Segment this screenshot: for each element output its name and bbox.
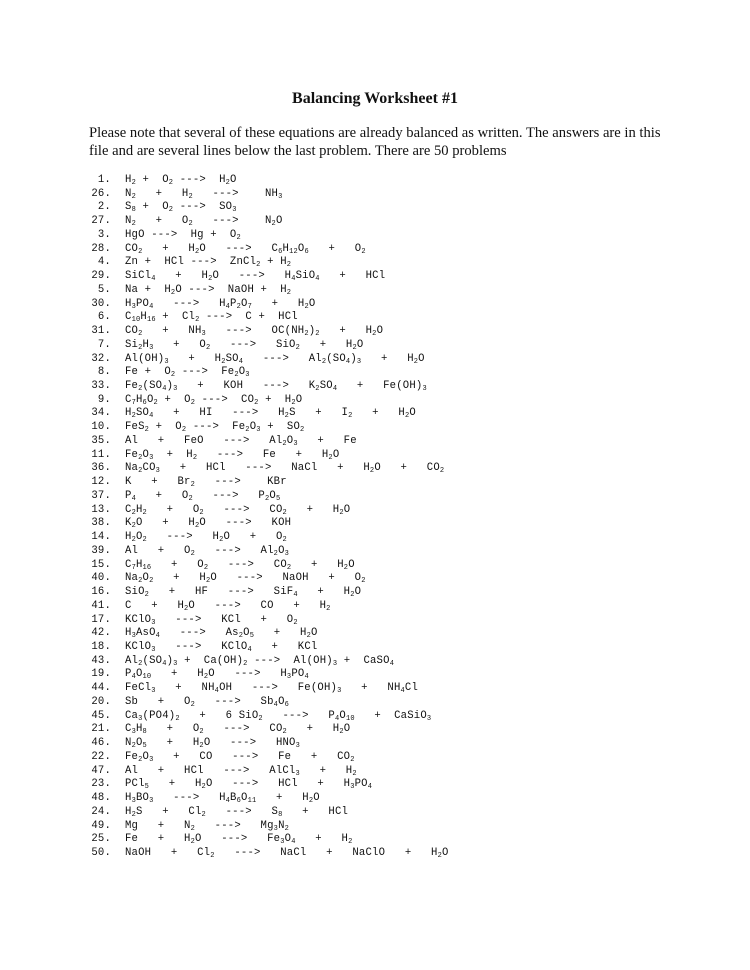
equation-row [87,201,707,215]
equation-text: $Na + H_2O$ ---> NaOH + $H_2$ [125,283,292,297]
equation-row [87,710,707,724]
equation-number: 20. [91,695,111,708]
equation-row [87,614,707,628]
equation-number: 2. [97,201,111,214]
equation-text: $C_3H_8 + O_2$ ---> $CO_2 + H_2O$ [125,723,351,737]
equation-number: 50. [91,846,111,859]
equation-text: $Na_2O_2 + H_2O$ ---> NaOH + $O_2$ [125,572,366,586]
equation-text: $H_3AsO_4$ ---> $As_2O_5 + H_2O$ [125,627,318,641]
equation-text: $Al(OH)_3 + H_2SO_4$ ---> $Al_2(SO_4)_3 + H_2O$ [125,352,425,366]
equation-row [87,600,707,614]
equation-number: 26. [91,187,111,200]
equation-row [87,353,707,367]
equation-text: $P_4O_{10} + H_2O$ ---> $H_3PO_4$ [125,668,309,682]
equation-text: $C_7H_6O_2 + O_2$ ---> $CO_2 + H_2O$ [125,393,303,407]
equation-text: $N_2O_5 + H_2O$ ---> $HNO_3$ [125,737,301,751]
equation-number: 11. [91,448,111,461]
equation-row [87,188,707,202]
equation-number: 16. [91,586,111,599]
equation-text: $C + H_2O$ ---> CO + $H_2$ [125,599,331,613]
equation-number: 40. [91,572,111,585]
equation-row [87,531,707,545]
equation-text: $C_2H_2 + O_2$ ---> $CO_2 + H_2O$ [125,503,351,517]
equation-list [87,174,707,861]
equation-number: 18. [91,640,111,653]
equation-number: 6. [97,311,111,324]
equation-number: 21. [91,723,111,736]
equation-row [87,435,707,449]
equation-number: 12. [91,476,111,489]
equation-text: $P_4 + O_2$ ---> $P_2O_5$ [125,489,281,503]
equation-text: SiCl$_4$ + $H_2O$ ---> $H_4SiO_4$ + HCl [125,270,386,284]
equation-text: $Mg + N_2$ ---> $Mg_3N_2$ [125,819,290,833]
equation-text: $CO_2 + NH_3$ ---> $OC(NH_2)_2 + H_2O$ [125,325,384,339]
equation-number: 9. [97,393,111,406]
equation-number: 1. [97,174,111,186]
equation-text: $FeS_2 + O_2$ ---> $Fe_2O_3 + SO_2$ [125,421,305,435]
equation-text: $Al_2(SO_4)_3 + Ca(OH)_2$ ---> $Al(OH)_3$ + CaSO$_4$ [125,654,395,668]
equation-row [87,325,707,339]
equation-text: $Fe_2O_3 + H_2$ ---> $Fe + H_2O$ [125,448,340,462]
equation-number: 30. [91,297,111,310]
equation-row [87,476,707,490]
equation-number: 42. [91,627,111,640]
equation-number: 14. [91,531,111,544]
equation-number: 17. [91,613,111,626]
equation-text: $H_2SO_4$ + HI ---> $H_2S + I_2 + H_2O$ [125,407,416,421]
equation-text: FeCl$_3$ + $NH_4OH$ ---> $Fe(OH)_3 + NH_4Cl$ [125,682,419,696]
equation-number: 15. [91,558,111,571]
equation-text: $H_2O_2$ ---> $H_2O + O_2$ [125,531,287,545]
equation-row [87,298,707,312]
equation-text: $K + Br_2$ ---> KBr [125,476,287,490]
equation-row [87,490,707,504]
equation-number: 19. [91,668,111,681]
equation-text: $N_2 + O_2$ ---> $N_2O$ [125,215,283,229]
equation-row [87,366,707,380]
equation-text: $H_2 + O_2$ ---> $H_2O$ [125,174,237,187]
equation-row [87,655,707,669]
equation-text: $Al + O_2$ ---> $Al_2O_3$ [125,544,290,558]
equation-number: 32. [91,352,111,365]
equation-row [87,696,707,710]
equation-text: NaOH + $Cl_2$ ---> NaCl + NaClO + $H_2O$ [125,846,449,860]
equation-row [87,820,707,834]
equation-number: 44. [91,682,111,695]
equation-text: $Na_2CO_3$ + HCl ---> NaCl + $H_2O + CO_2$ [125,462,445,476]
equation-row [87,256,707,270]
intro-paragraph: Please note that several of these equations are already balanced as written. The answers are in this file and are several lines below the last problem. There are 50 problems [89,125,661,159]
equation-row [87,806,707,820]
equation-row [87,765,707,779]
equation-row [87,421,707,435]
equation-number: 31. [91,325,111,338]
equation-number: 27. [91,215,111,228]
equation-row [87,311,707,325]
equation-row [87,668,707,682]
equation-number: 47. [91,764,111,777]
equation-row [87,174,707,188]
equation-row [87,723,707,737]
equation-row [87,586,707,600]
equation-row [87,559,707,573]
equation-row [87,792,707,806]
equation-text: $Fe_2O_3$ + CO ---> $Fe + CO_2$ [125,750,355,764]
equation-number: 46. [91,737,111,750]
equation-text: Al + HCl ---> AlCl$_3$ + $H_2$ [125,764,357,778]
equation-number: 36. [91,462,111,475]
equation-number: 29. [91,270,111,283]
equation-number: 5. [97,283,111,296]
equation-row [87,847,707,861]
equation-number: 4. [97,256,111,269]
equation-number: 34. [91,407,111,420]
equation-row [87,270,707,284]
equation-row [87,572,707,586]
equation-row [87,641,707,655]
equation-text: $Si_2H_3 + O_2$ ---> $SiO_2 + H_2O$ [125,338,364,352]
equation-row [87,778,707,792]
equation-number: 24. [91,805,111,818]
equation-text: $Fe + O_2$ ---> $Fe_2O_3$ [125,366,250,380]
equation-number: 8. [97,366,111,379]
equation-number: 22. [91,750,111,763]
equation-row [87,545,707,559]
equation-number: 3. [97,228,111,241]
equation-number: 23. [91,778,111,791]
equation-row [87,627,707,641]
equation-number: 38. [91,517,111,530]
equation-row [87,407,707,421]
equation-row [87,517,707,531]
equation-row [87,380,707,394]
equation-text: $PCl_5 + H_2O$ ---> HCl + $H_3PO_4$ [125,778,373,792]
equation-text: $S_8 + O_2$ ---> $SO_3$ [125,201,237,215]
equation-row [87,394,707,408]
equation-text: $C_{10}H_{16} + Cl_2$ ---> C + HCl [125,311,298,325]
equation-number: 7. [97,338,111,351]
equation-row [87,284,707,298]
equation-row [87,737,707,751]
equation-text: KClO$_3$ ---> KClO$_4$ + KCl [125,640,318,654]
equation-text: Al + FeO ---> $Al_2O_3 + Fe$ [125,434,357,448]
equation-row [87,243,707,257]
equation-row [87,449,707,463]
equation-text: $CO_2 + H_2O$ ---> $C_6H_{12}O_6 + O_2$ [125,242,366,256]
equation-row [87,751,707,765]
equation-row [87,682,707,696]
equation-text: KClO$_3$ ---> KCl + $O_2$ [125,613,298,627]
equation-number: 10. [91,421,111,434]
equation-text: Zn + HCl ---> ZnCl$_2$ + $H_2$ [125,256,292,270]
equation-number: 37. [91,489,111,502]
equation-row [87,462,707,476]
equation-text: $C_7H_{16} + O_2$ ---> $CO_2 + H_2O$ [125,558,355,572]
equation-number: 33. [91,380,111,393]
equation-text: $H_3BO_3$ ---> $H_4B_6O_{11} + H_2O$ [125,792,320,806]
equation-text: $N_2 + H_2$ ---> $NH_3$ [125,187,283,201]
equation-text: $Ca_3(PO4)_2 + 6$ SiO$_2$ ---> $P_4O_{10}$ + CaSiO$_3$ [125,709,432,723]
equation-row [87,229,707,243]
equation-text: SiO$_2$ + HF ---> $SiF_4 + H_2O$ [125,586,362,600]
equation-number: 45. [91,709,111,722]
equation-text: $Fe_2(SO_4)_3$ + KOH ---> $K_2SO_4 + Fe(OH)_3$ [125,380,427,394]
equation-text: $K_2O + H_2O$ ---> KOH [125,517,292,531]
equation-number: 41. [91,599,111,612]
equation-row [87,833,707,847]
equation-number: 48. [91,792,111,805]
equation-text: HgO ---> $Hg + O_2$ [125,228,241,242]
equation-text: $H_2S + Cl_2$ ---> $S_8$ + HCl [125,805,349,819]
equation-number: 28. [91,242,111,255]
equation-row [87,339,707,353]
equation-number: 13. [91,503,111,516]
equation-row [87,504,707,518]
equation-row [87,215,707,229]
equation-number: 25. [91,833,111,846]
equation-text: $Fe + H_2O$ ---> $Fe_3O_4 + H_2$ [125,833,353,847]
equation-text: $Sb + O_2$ ---> $Sb_4O_6$ [125,695,290,709]
equation-number: 35. [91,434,111,447]
page-title: Balancing Worksheet #1 [292,90,458,107]
equation-text: $H_3PO_4$ ---> $H_4P_2O_7 + H_2O$ [125,297,316,311]
equation-number: 49. [91,819,111,832]
equation-number: 39. [91,544,111,557]
equation-number: 43. [91,654,111,667]
